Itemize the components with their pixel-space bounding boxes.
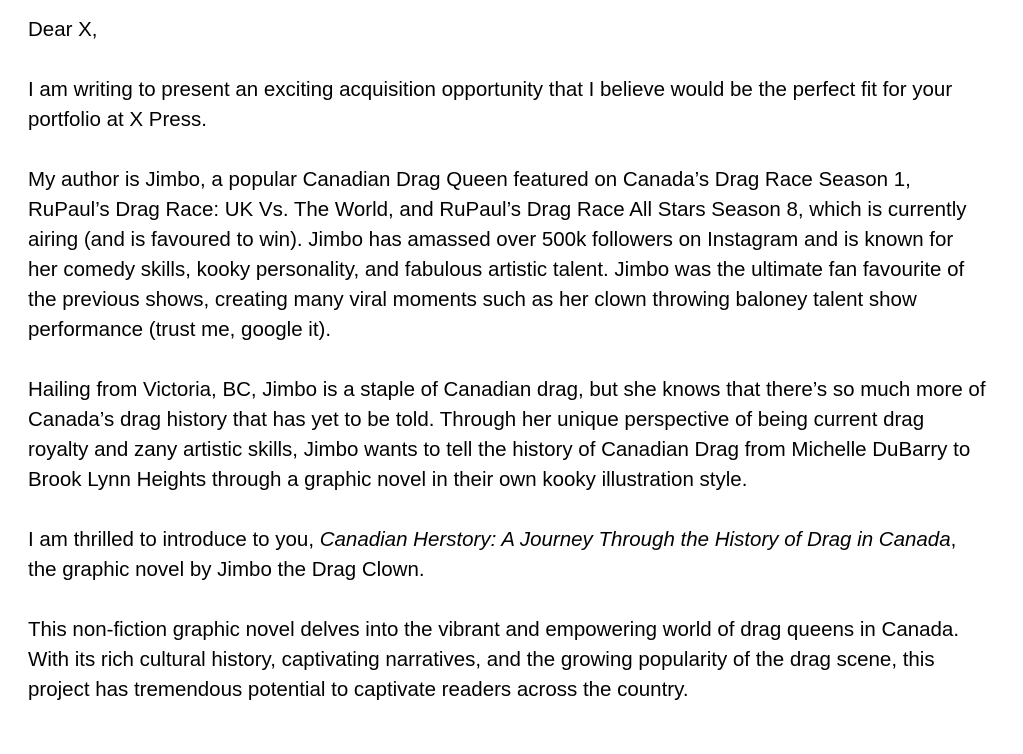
greeting: Dear X, (28, 18, 98, 41)
intro-tail: , the graphic novel by Jimbo the Drag Clown. (28, 528, 957, 581)
intro-text: I am thrilled to introduce to you, (28, 528, 320, 551)
book-title: Canadian Herstory: A Journey Through the History of Drag in Canada (319, 528, 951, 551)
paragraph-intro: I am writing to present an exciting acquisition opportunity that I believe would be the perfect fit for your portfolio at X Press. (28, 78, 953, 131)
paragraph-author: My author is Jimbo, a popular Canadian Drag Queen featured on Canada’s Drag Race Season 1, RuPaul’s Drag Race: UK Vs. The World, and RuPaul’s Drag Race All Stars Season 8, which is currently airing (and is favoured to win). Jimbo has amassed over 500k followers on Instagram and is known for her comedy skills, kooky personality, and fabulous artistic talent. Jimbo was the ultimate fan favourite of the previous shows, creating many viral moments such as her clown throwing baloney talent show performance (trust me, google it). (28, 168, 967, 341)
paragraph-introduction (28, 525, 988, 585)
paragraph-description: This non-fiction graphic novel delves into the vibrant and empowering world of drag queens in Canada. With its rich cultural history, captivating narratives, and the growing popularity of the drag scene, this project has tremendous potential to captivate readers across the country. (28, 618, 960, 701)
paragraph-background: Hailing from Victoria, BC, Jimbo is a staple of Canadian drag, but she knows that there’s so much more of Canada’s drag history that has yet to be told. Through her unique perspective of being current drag royalty and zany artistic skills, Jimbo wants to tell the history of Canadian Drag from Michelle DuBarry to Brook Lynn Heights through a graphic novel in their own kooky illustration style. (28, 378, 986, 491)
letter-body (28, 15, 988, 705)
